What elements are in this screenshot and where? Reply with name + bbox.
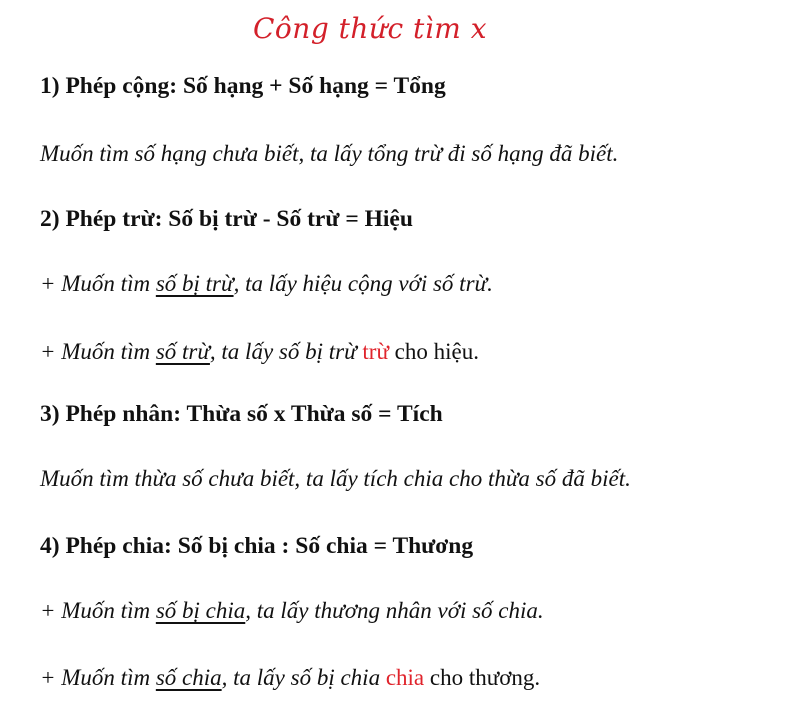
highlight-operation-divide: chia [385, 665, 425, 690]
rule-addition-unknown-addend: Muốn tìm số hạng chưa biết, ta lấy tổng trừ đi số hạng đã biết. [40, 141, 619, 166]
underlined-term-subtrahend: số trừ [155, 339, 210, 364]
underlined-term-dividend: số bị chia [155, 598, 246, 623]
rule-middle: , ta lấy số bị trừ [209, 339, 363, 364]
underlined-term-divisor: số chia [155, 665, 222, 690]
rule-suffix: cho hiệu. [388, 339, 479, 364]
highlight-operation-subtract: trừ [362, 339, 389, 364]
page-title: Công thức tìm x [253, 12, 487, 45]
rule-prefix: + Muốn tìm [40, 665, 156, 690]
heading-addition: 1) Phép cộng: Số hạng + Số hạng = Tổng [40, 73, 446, 99]
rule-rest: , ta lấy hiệu cộng với số trừ. [233, 271, 493, 296]
rule-multiplication-unknown-factor: Muốn tìm thừa số chưa biết, ta lấy tích chia cho thừa số đã biết. [40, 466, 631, 491]
heading-division: 4) Phép chia: Số bị chia : Số chia = Thương [40, 533, 474, 559]
rule-prefix: + Muốn tìm [40, 598, 156, 623]
heading-multiplication: 3) Phép nhân: Thừa số x Thừa số = Tích [40, 401, 443, 427]
rule-find-dividend [40, 597, 544, 625]
heading-subtraction: 2) Phép trừ: Số bị trừ - Số trừ = Hiệu [40, 206, 413, 232]
rule-middle: , ta lấy số bị chia [221, 665, 386, 690]
rule-prefix: + Muốn tìm [40, 271, 156, 296]
rule-prefix: + Muốn tìm [40, 339, 156, 364]
rule-suffix: cho thương. [424, 665, 541, 690]
rule-find-subtrahend [40, 338, 479, 366]
underlined-term-minuend: số bị trừ [155, 271, 234, 296]
rule-find-minuend [40, 270, 493, 298]
rule-rest: , ta lấy thương nhân với số chia. [245, 598, 544, 623]
rule-find-divisor [40, 664, 540, 692]
